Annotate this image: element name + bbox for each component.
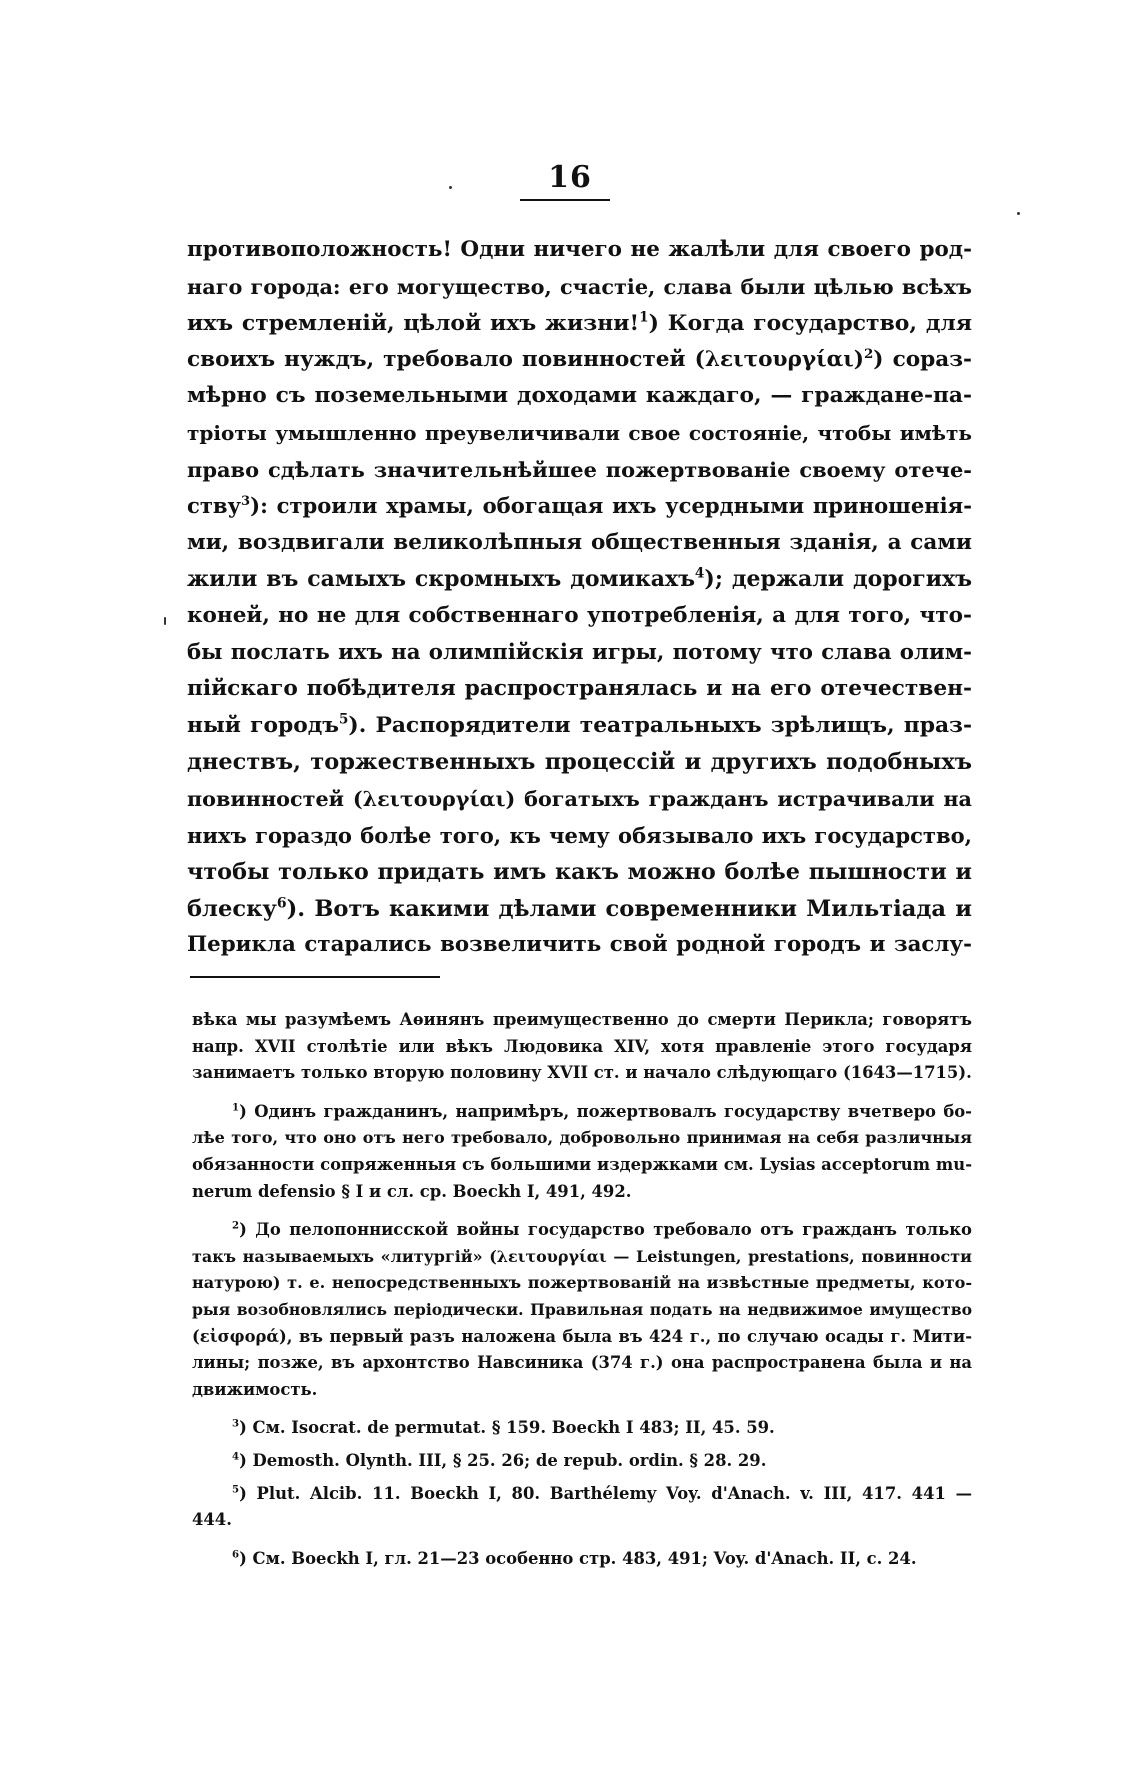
text-line: повинностей (λειτουργίαι) богатыхъ гражданъ истрачивали на [187,786,972,811]
text-line: противоположность! Одни ничего не жалѣли для своего род- [187,237,972,262]
text-line: чтобы только придать имъ какъ можно болѣе пышности и [187,859,972,886]
footnote-ref: 5 [338,711,349,728]
footnote-line: (εἰσφορά), въ первый разъ наложена была въ 424 г., по случаю осады г. Мити- [192,1326,972,1346]
page-number-rule [520,199,610,201]
text-line: пійскаго побѣдителя распространялась и на его отечествен- [187,676,972,702]
text-segment: . Вотъ какими дѣлами современники Мильтіада и [297,895,972,922]
footnote-line: лѣе того, что оно отъ него требовало, добровольно принимая на себя различныя [192,1128,972,1148]
footnote-line: обязанности сопряженныя съ большими издержками см. Lysias acceptorum mu- [192,1154,972,1174]
text-segment: своихъ нуждъ, требовало повинностей (λειτουργίαι) [187,346,864,372]
footnote-line: напр. XVII столѣтіе или вѣкъ Людовика XIV, хотя правленіе этого государя [192,1036,972,1056]
text-line: мѣрно съ поземельными доходами каждаго, — граждане-па- [187,383,972,409]
footnote-5 [192,1481,972,1534]
footnote-4 [192,1448,972,1475]
text-line: бы послать ихъ на олимпійскія игры, потому что слава олим- [187,639,972,665]
text-line: своихъ нуждъ, требовало повинностей $(\lambda\varepsilon\iota\tau o\upsilon\rho\gamma ί\alpha\iota)^2$) сораз- [187,345,973,372]
footnote-text: ) См. Boeckh I, гл. 21—23 особенно стр. 483, 491; Voy. d'Anach. II, с. 24. [239,1548,917,1568]
text-line: ству$^3$): строили храмы, обогащая ихъ усердными приношенія- [187,493,972,519]
text-segment: блеску [187,895,277,922]
text-line: ный городъ$^5$). Распорядители театральныхъ зрѣлищъ, праз- [187,711,972,738]
text-segment: ; держали дорогихъ [714,566,972,593]
footnote-marker: 5 [232,1483,240,1496]
text-line: право сдѣлать значительнѣйшее пожертвованіе своему отече- [187,456,972,482]
footnote-6 [192,1546,972,1573]
footnote-continuation [192,1007,972,1087]
text-segment: : строили храмы, обогащая ихъ усердными приношенія- [260,493,972,519]
footnote-ref: 6 [276,895,287,912]
footnote-ref: 4 [694,566,705,583]
text-segment: жили въ самыхъ скромныхъ домикахъ [187,566,695,593]
footnote-marker: 4 [232,1450,240,1463]
footnote-line [192,1415,972,1442]
footnote-ref: 1 [639,309,649,326]
footnote-line: движимость. [192,1379,318,1399]
footnote-line: такъ называемыхъ «литургій» (λειτουργίαι — Leistungen, prestations, повинности [192,1246,972,1266]
footnote-line [192,1099,972,1126]
footnote-line: рыя возобновлялись періодически. Правильная подать на недвижимое имущество [192,1299,972,1319]
footnote-ref: 3 [241,494,251,510]
text-line: днествъ, торжественныхъ процессій и другихъ подобныхъ [187,749,972,776]
text-segment: ихъ стремленій, цѣлой ихъ жизни! [187,310,640,337]
ink-speck [1017,212,1020,215]
footnote-line: занимаетъ только вторую половину XVII ст. и начало слѣдующаго (1643—1715). [192,1063,972,1083]
footnote-1 [192,1099,972,1205]
text-line: ихъ стремленій, цѣлой ихъ жизни!$^1$) Когда государство, для [187,309,973,337]
footnote-line [192,1546,972,1573]
ink-speck [449,186,452,189]
footnote-text: ) Одинъ гражданинъ, напримѣръ, пожертвовалъ государству вчетверо бо- [239,1101,972,1121]
footnote-ref: 2 [863,345,874,362]
text-segment: Когда государство, для [667,310,973,337]
footnote-marker: 2 [232,1219,240,1232]
footnote-text: ) До пелопоннисской войны государство требовало отъ гражданъ только [239,1220,972,1240]
text-line: тріоты умышленно преувеличивали свое состояніе, чтобы имѣть [187,420,972,445]
footnote-3 [192,1415,972,1442]
text-segment: ный городъ [187,712,339,738]
text-line: ми, воздвигали великолѣпныя общественныя зданія, а сами [187,529,972,555]
footnote-line [192,1448,972,1475]
page-number: 16 [548,160,592,195]
text-segment: сораз- [892,346,973,372]
footnote-text: ) См. Isocrat. de permutat. § 159. Boeckh I 483; II, 45. 59. [239,1418,775,1438]
text-line: Перикла старались возвеличить свой родной городъ и заслу- [187,932,972,958]
footnote-line: лины; позже, въ архонтство Навсиника (374 г.) она распространена была и на [192,1353,972,1373]
footnote-marker: 3 [232,1417,240,1430]
text-line: наго города: его могущество, счастіе, слава были цѣлью всѣхъ [187,273,972,299]
text-line: нихъ гораздо болѣе того, къ чему обязывало ихъ государство, [187,822,972,848]
text-line: блеску$^6$). Вотъ какими дѣлами современники Мильтіада и [187,895,972,922]
text-segment: ству [187,493,242,519]
footnotes [192,1007,972,1572]
text-line: жили въ самыхъ скромныхъ домикахъ$^4$); держали дорогихъ [187,566,972,593]
ink-speck [164,617,166,625]
footnote-line: 444. [192,1510,232,1530]
footnote-line [192,1217,972,1244]
footnote-line: вѣка мы разумѣемъ Аѳинянъ преимущественно до смерти Перикла; говорятъ [192,1010,972,1029]
footnote-rule [190,976,440,978]
footnote-text: ) Demosth. Olynth. III, § 25. 26; de repub. ordin. § 28. 29. [239,1450,767,1470]
footnote-text: ) Plut. Alcib. 11. Boeckh I, 80. Barthélemy Voy. d'Anach. v. III, 417. 441 — [239,1483,972,1503]
footnote-2 [192,1217,972,1403]
footnote-marker: 1 [232,1101,240,1114]
footnote-line: натурою) т. е. непосредственныхъ пожертвованій на извѣстные предметы, кото- [192,1273,972,1293]
text-segment: . Распорядители театральныхъ зрѣлищъ, праз- [358,712,972,738]
text-line: коней, но не для собственнаго употребленія, а для того, что- [187,602,972,628]
footnote-line: nerum defensio § I и сл. ср. Boeckh I, 491, 492. [192,1181,632,1201]
footnote-marker: 6 [232,1548,240,1561]
main-text [187,232,972,964]
footnote-line [192,1481,972,1508]
